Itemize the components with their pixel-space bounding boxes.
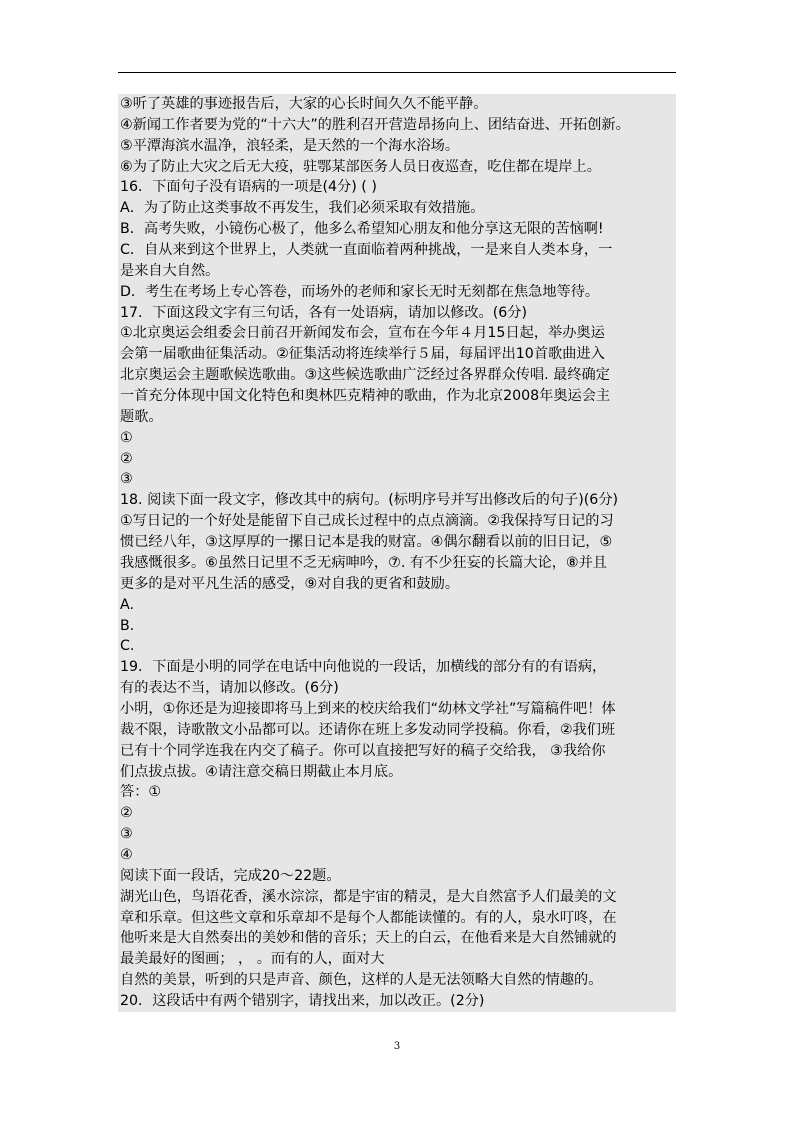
text-line: ④新闻工作者要为党的“十六大”的胜利召开营造昂扬向上、团结奋进、开拓创新。	[120, 116, 630, 133]
text-line: ②	[120, 805, 133, 822]
text-line: ⑥为了防止大灾之后无大疫，驻鄂某部医务人员日夜巡查，吃住都在堤岸上。	[120, 158, 601, 175]
text-line: B．高考失败，小镜伤心极了，他多么希望知心朋友和他分享这无限的苦恼啊!	[120, 221, 604, 238]
text-line: ①写日记的一个好处是能留下自己成长过程中的点点滴滴。②我保持写日记的习	[120, 513, 614, 530]
text-line: C.	[120, 638, 135, 655]
document-body	[118, 94, 676, 1012]
text-line: 最美最好的图画； ， 。而有的人，面对大	[120, 951, 385, 968]
text-line: ④	[120, 846, 133, 863]
text-line: 是来自大自然。	[120, 262, 220, 279]
text-line: ①	[120, 429, 133, 446]
text-line: 惯已经八年，③这厚厚的一摞日记本是我的财富。④偶尔翻看以前的旧日记，⑤	[120, 534, 613, 551]
text-line: 20．这段话中有两个错别字，请找出来，加以改正。(2分)	[120, 992, 485, 1009]
text-line: 16．下面句子没有语病的一项是(4分) ( )	[120, 179, 377, 196]
text-line: 一首充分体现中国文化特色和奥林匹克精神的歌曲，作为北京2008年奥运会主	[120, 388, 611, 405]
text-line: 已有十个同学连我在内交了稿子。你可以直接把写好的稿子交给我， ③我给你	[120, 742, 606, 759]
text-line: D．考生在考场上专心答卷，而场外的老师和家长无时无刻都在焦急地等待。	[120, 283, 600, 300]
text-line: 有的表达不当，请加以修改。(6分)	[120, 680, 339, 697]
text-line: 题歌。	[120, 408, 163, 425]
text-line: 北京奥运会主题歌候选歌曲。③这些候选歌曲广泛经过各界群众传唱. 最终确定	[120, 367, 610, 384]
text-line: 19．下面是小明的同学在电话中向他说的一段话，加横线的部分有的有语病，	[120, 659, 607, 676]
text-line: 会第一届歌曲征集活动。②征集活动将连续举行５届，每届评出10首歌曲进入	[120, 346, 605, 363]
text-line: 自然的美景，听到的只是声音、颜色，这样的人是无法领略大自然的情趣的。	[120, 972, 603, 989]
text-line: ⑤平潭海滨水温净，浪轻柔，是天然的一个海水浴场。	[120, 137, 460, 154]
text-line: 湖光山色，鸟语花香，溪水淙淙，都是宇宙的精灵，是大自然富予人们最美的文	[120, 888, 617, 905]
text-line: ③	[120, 471, 133, 488]
text-line: C．自从来到这个世界上，人类就一直面临着两种挑战，一是来自人类本身，一	[120, 242, 613, 259]
text-line: 小明，①你还是为迎接即将马上到来的校庆给我们“幼林文学社”写篇稿件吧！体	[120, 700, 616, 717]
text-line: 17．下面这段文字有三句话，各有一处语病，请加以修改。(6分)	[120, 304, 528, 321]
text-line: 们点拔点拔。④请注意交稿日期截止本月底。	[120, 763, 403, 780]
text-line: 他听来是大自然奏出的美妙和偕的音乐；天上的白云，在他看来是大自然铺就的	[120, 930, 617, 947]
text-line: B.	[120, 617, 135, 634]
text-line: ③	[120, 826, 133, 843]
text-line: 18. 阅读下面一段文字，修改其中的病句。(标明序号并写出修改后的句子)(6分)	[120, 492, 619, 509]
text-line: 章和乐章。但这些文章和乐章却不是每个人都能读懂的。有的人，泉水叮咚，在	[120, 909, 617, 926]
text-line: 更多的是对平凡生活的感受，⑨对自我的更省和鼓励。	[120, 575, 460, 592]
text-line: ②	[120, 450, 133, 467]
text-line: ①北京奥运会组委会日前召开新闻发布会，宣布在今年４月15日起，举办奥运	[120, 325, 605, 342]
text-line: ③听了英雄的事迹报告后，大家的心长时间久久不能平静。	[120, 96, 488, 112]
text-line: 答：①	[120, 784, 162, 801]
text-line: 阅读下面一段话，完成20～22题。	[120, 867, 341, 884]
page-number: 3	[393, 1041, 401, 1052]
text-line: 我感慨很多。⑥虽然日记里不乏无病呻吟，⑦. 有不少狂妄的长篇大论，⑧并且	[120, 554, 607, 571]
text-line: A.	[120, 596, 134, 613]
text-line: 裁不限，诗歌散文小品都可以。还请你在班上多发动同学投稿。你看，②我们班	[120, 721, 616, 738]
text-line: A．为了防止这类事故不再发生，我们必须采取有效措施。	[120, 200, 485, 217]
header-rule	[118, 72, 676, 73]
